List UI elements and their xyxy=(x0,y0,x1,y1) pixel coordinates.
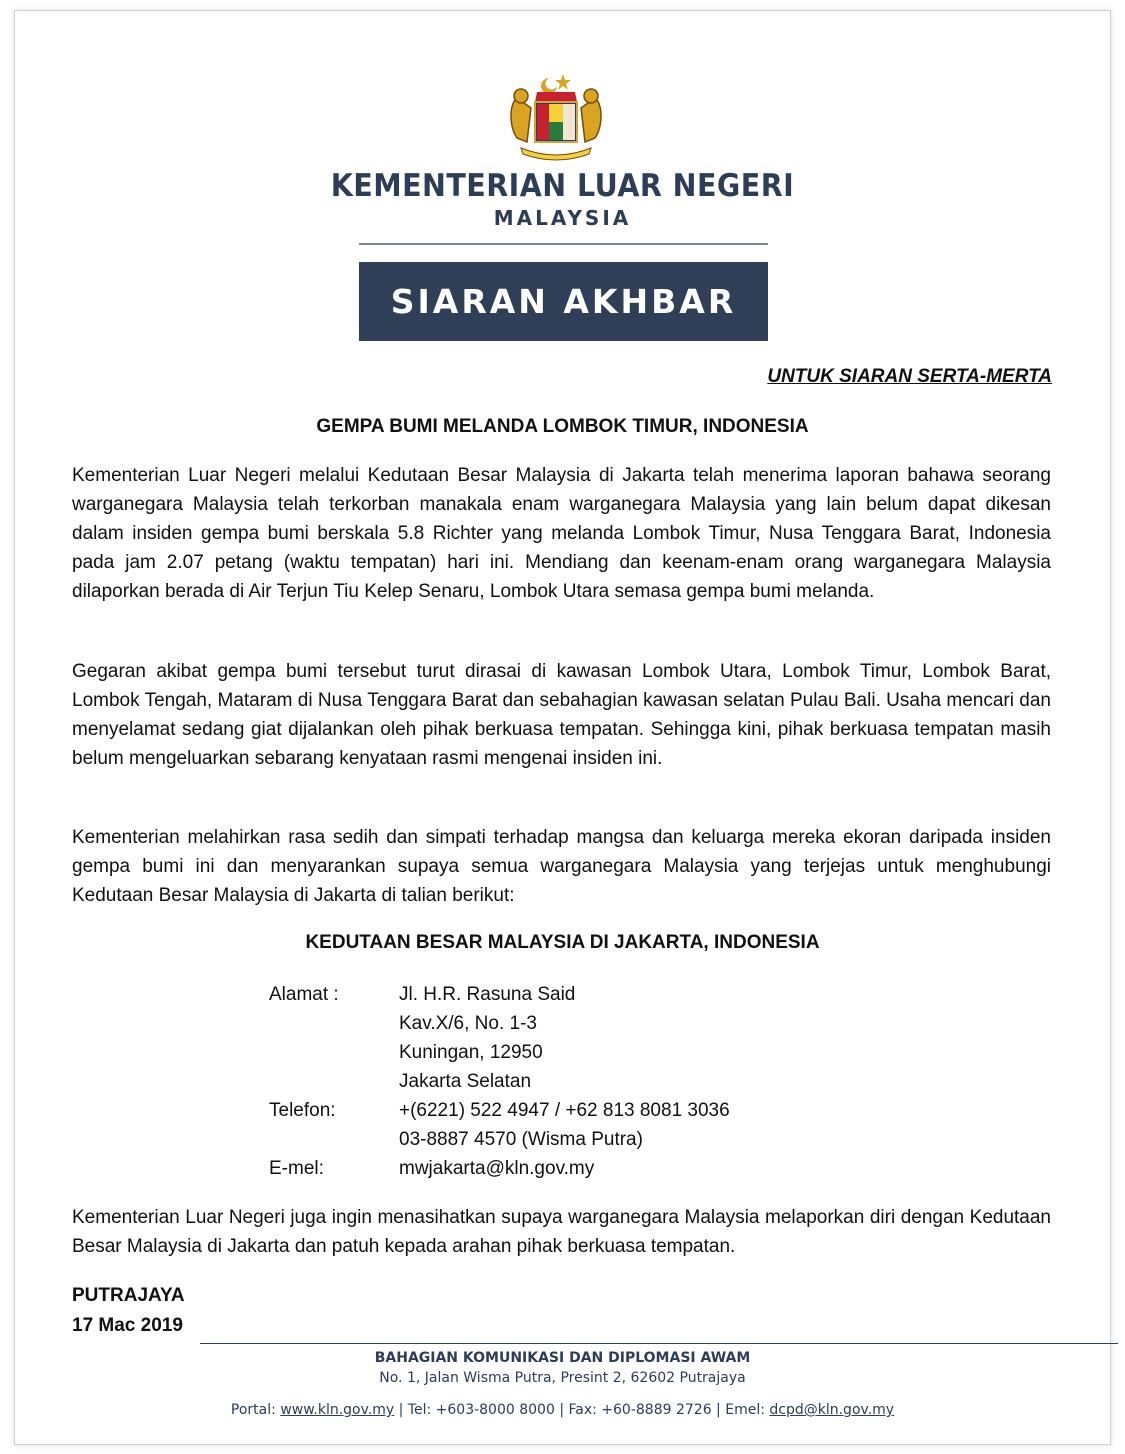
address-row xyxy=(269,1009,730,1038)
address-row xyxy=(269,980,730,1009)
address-line: Jakarta Selatan xyxy=(399,1071,532,1092)
email-label: E-mel: xyxy=(269,1158,324,1179)
malaysia-coat-of-arms-icon xyxy=(497,68,615,164)
paragraph-2: Gegaran akibat gempa bumi tersebut turut dirasai di kawasan Lombok Utara, Lombok Timur, Lombok Barat, Lombok Tengah, Mataram di Nusa Tenggara Barat dan sebahagian kawasan selatan Pulau Bali. Usaha mencari dan menyelamat sedang giat dijalankan oleh pihak berkuasa tempatan. Sehingga kini, pihak berkuasa tempatan masih belum mengeluarkan sebarang kenyataan rasmi mengenai insiden ini. xyxy=(72,661,1051,769)
banner-label: SIARAN AKHBAR xyxy=(390,282,737,321)
footer-email-label: Emel: xyxy=(725,1402,765,1418)
embassy-contact-block xyxy=(269,980,730,1183)
phone-row xyxy=(269,1096,730,1125)
footer-division: BAHAGIAN KOMUNIKASI DAN DIPLOMASI AWAM xyxy=(374,1350,751,1366)
email-row xyxy=(269,1154,730,1183)
footer-portal-label: Portal: xyxy=(230,1402,276,1418)
footer-email-link[interactable]: dcpd@kln.gov.my xyxy=(769,1402,895,1418)
release-tag: UNTUK SIARAN SERTA-MERTA xyxy=(767,366,1052,387)
footer-divider xyxy=(200,1343,1118,1344)
header-divider xyxy=(359,243,768,245)
address-line: Kav.X/6, No. 1-3 xyxy=(399,1013,537,1034)
headline: GEMPA BUMI MELANDA LOMBOK TIMUR, INDONESIA xyxy=(316,416,809,437)
organization-title: KEMENTERIAN LUAR NEGERI xyxy=(330,168,795,204)
phone-row xyxy=(269,1125,730,1154)
address-label: Alamat : xyxy=(269,984,339,1005)
footer-address: No. 1, Jalan Wisma Putra, Presint 2, 62602 Putrajaya xyxy=(379,1370,746,1386)
paragraph-4: Kementerian Luar Negeri juga ingin menasihatkan supaya warganegara Malaysia melaporkan diri dengan Kedutaan Besar Malaysia di Jakarta dan patuh kepada arahan pihak berkuasa tempatan. xyxy=(72,1207,1051,1257)
footer-fax: | Fax: +60-8889 2726 | xyxy=(559,1402,721,1418)
embassy-title: KEDUTAAN BESAR MALAYSIA DI JAKARTA, INDONESIA xyxy=(305,932,820,953)
organization-country: MALAYSIA xyxy=(493,206,632,230)
address-row xyxy=(269,1067,730,1096)
phone-label: Telefon: xyxy=(269,1100,336,1121)
paragraph-3: Kementerian melahirkan rasa sedih dan simpati terhadap mangsa dan keluarga mereka ekoran daripada insiden gempa bumi ini dan menyarankan supaya semua warganegara Malaysia yang terjejas untuk menghubungi Kedutaan Besar Malaysia di Jakarta di talian berikut: xyxy=(72,827,1051,906)
phone-line: +(6221) 522 4947 / +62 813 8081 3036 xyxy=(399,1100,730,1121)
address-row xyxy=(269,1038,730,1067)
footer-portal-link[interactable]: www.kln.gov.my xyxy=(280,1402,395,1418)
paragraph-1: Kementerian Luar Negeri melalui Kedutaan Besar Malaysia di Jakarta telah menerima laporan bahawa seorang warganegara Malaysia telah terkorban manakala enam warganegara Malaysia yang lain belum dapat dikesan dalam insiden gempa bumi berskala 5.8 Richter yang melanda Lombok Timur, Nusa Tenggara Barat, Indonesia pada jam 2.07 petang (waktu tempatan) hari ini. Mendiang dan keenam-enam orang warganegara Malaysia dilaporkan berada di Air Terjun Tiu Kelep Senaru, Lombok Utara semasa gempa bumi melanda. xyxy=(72,465,1051,602)
signoff-place: PUTRAJAYA xyxy=(72,1285,185,1306)
signoff-date: 17 Mac 2019 xyxy=(72,1315,183,1336)
address-line: Jl. H.R. Rasuna Said xyxy=(399,984,576,1005)
press-release-banner xyxy=(359,262,768,341)
address-line: Kuningan, 12950 xyxy=(399,1042,543,1063)
footer-tel: | Tel: +603-8000 8000 xyxy=(398,1402,555,1418)
footer-contact-line xyxy=(0,1402,1125,1418)
phone-line: 03-8887 4570 (Wisma Putra) xyxy=(399,1129,643,1150)
embassy-email: mwjakarta@kln.gov.my xyxy=(399,1158,595,1179)
